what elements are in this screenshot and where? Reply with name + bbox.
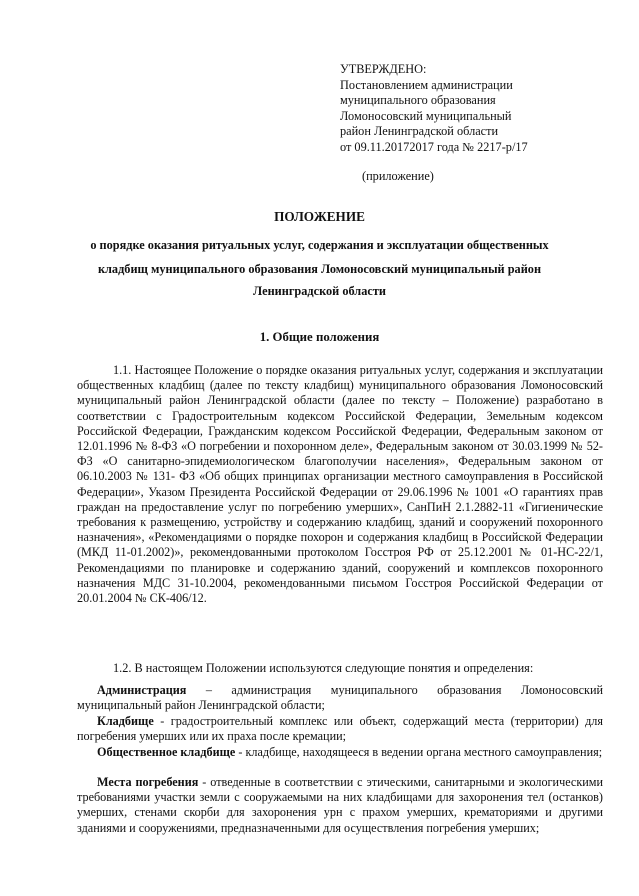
- definition-term: Места погребения: [97, 775, 199, 789]
- definition-item: [77, 714, 603, 744]
- definition-item: [77, 775, 603, 836]
- document-title: ПОЛОЖЕНИЕ: [274, 209, 365, 224]
- definition-text: – администрация муниципального образования Ломоносовский муниципальный район Ленинградской области;: [77, 683, 603, 713]
- approval-line: от 09.11.20172017 года № 2217-р/17: [340, 139, 528, 154]
- paragraph-1-1: 1.1. Настоящее Положение о порядке оказания ритуальных услуг, содержания и эксплуатации общественных кладбищ (далее по тексту кладбищ) муниципального образования Ломоносовский муниципальный район Ленинградской области (далее по тексту – Положение) разработано в соответствии с Градостроительным кодексом Российской Федерации, Земельным кодексом Российской Федерации, Гражданским кодексом Российской Федерации, Федеральным законом от 12.01.1996 № 8-ФЗ «О погребении и похоронном деле», Федеральным законом от 30.03.1999 № 52-ФЗ «О санитарно-эпидемиологическом благополучии населения», Федеральным законом от 06.10.2003 № 131- ФЗ «Об общих принципах организации местного самоуправления в Российской Федерации», Указом Президента Российской Федерации от 29.06.1996 № 1001 «О гарантиях прав граждан на предоставление услуг по погребению умерших», СанПиН 2.1.2882-11 «Гигиенические требования к размещению, устройству и содержанию кладбищ, зданий и сооружений похоронного назначения», «Рекомендациями о порядке похорон и содержания кладбищ в Российской Федерации (МКД 11-01.2002)», рекомендованными протоколом Госстроя РФ от 25.12.2001 № 01-НС-22/1, Рекомендациями по планировке и содержанию зданий, сооружений и комплексов похоронного назначения МДС 31-10.2004, рекомендованными письмом Госстроя Российской Федерации от 20.01.2004 № СК-406/12.: [77, 363, 603, 606]
- definition-text: - градостроительный комплекс или объект, содержащий места (территории) для погребения умерших или их праха после кремации;: [77, 714, 603, 744]
- section-heading: 1. Общие положения: [259, 330, 380, 344]
- definition-term: Общественное кладбище: [97, 745, 236, 759]
- approval-block: [340, 62, 620, 156]
- appendix-note: (приложение): [362, 169, 434, 183]
- definition-text: - кладбище, находящееся в ведении органа местного самоуправления;: [235, 745, 603, 759]
- approval-line: район Ленинградской области: [340, 124, 499, 139]
- definition-item: [77, 683, 603, 713]
- approval-line: УТВЕРЖДЕНО:: [340, 62, 427, 76]
- document-subtitle-line: кладбищ муниципального образования Ломоносовский муниципальный район: [97, 262, 542, 276]
- definition-text: - отведенные в соответствии с этическими, санитарными и экологическими требованиями участки земли с сооружаемыми на них кладбищами для захоронения тел (останков) умерших, стенами скорби для захоронения урн с прахом умерших, крематориями и другими зданиями и сооружениями, предназначенными для осуществления погребения умерших;: [77, 775, 603, 835]
- approval-line: Ломоносовский муниципальный: [340, 108, 512, 123]
- approval-line: Постановлением администрации: [340, 77, 513, 92]
- definition-term: Администрация: [97, 683, 187, 697]
- document-subtitle-line: о порядке оказания ритуальных услуг, содержания и эксплуатации общественных: [90, 238, 549, 252]
- document-subtitle-line: Ленинградской области: [253, 284, 386, 298]
- definition-term: Кладбище: [97, 714, 154, 728]
- paragraph-1-2: 1.2. В настоящем Положении используются следующие понятия и определения:: [113, 661, 534, 675]
- definition-item: [77, 745, 603, 760]
- approval-line: муниципального образования: [340, 93, 496, 108]
